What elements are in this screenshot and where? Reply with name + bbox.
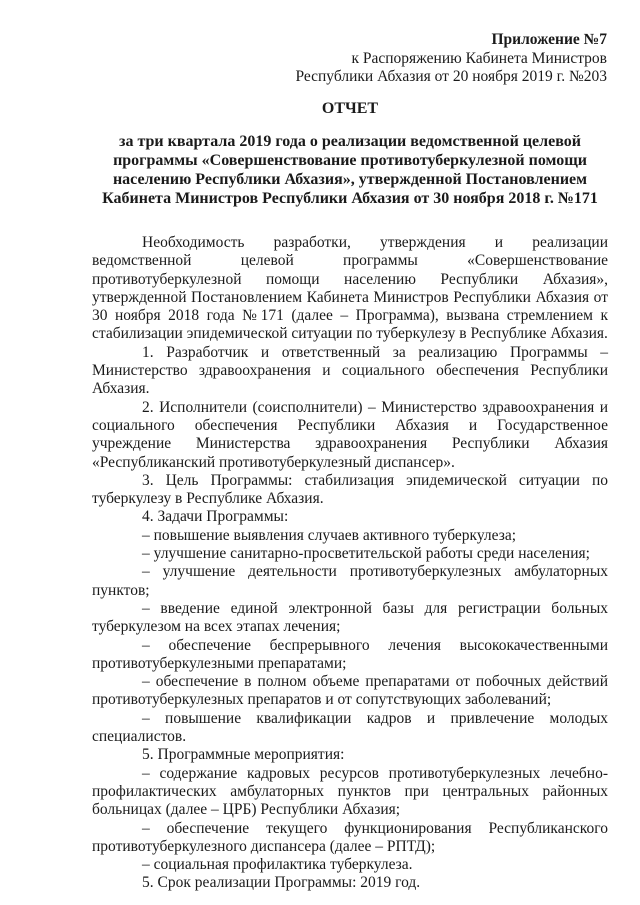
list-item: – повышение выявления случаев активного туберкулеза; [142, 526, 517, 544]
list-item: – улучшение санитарно-просветительской работы среди населения; [142, 545, 590, 563]
document-title [92, 99, 608, 208]
title-subtitle: за три квартала 2019 года о реализации ведомственной целевой программы «Совершенствование противотуберкулезной помощи населению Республики Абхазия», утвержденной Постановлением Кабинета Министров Республики Абхазия от 30 ноября 2018 г. №171 [102, 133, 598, 207]
appendix-number: Приложение №7 [491, 31, 607, 48]
list-item: – обеспечение в полном объеме препаратами от побочных действий противотуберкулезных препаратов и от сопутствующих заболеваний; [92, 673, 608, 709]
list-item: – содержание кадровых ресурсов противотуберкулезных лечебно-профилактических амбулаторных пунктов при центральных районных больницах (далее – ЦРБ) Республики Абхазия; [92, 764, 608, 819]
list-item: – улучшение деятельности противотуберкулезных амбулаторных пунктов; [92, 563, 608, 599]
document-body [92, 234, 608, 893]
paragraph: 1. Разработчик и ответственный за реализацию Программы – Министерство здравоохранения и социального обеспечения Республики Абхазия. [92, 343, 608, 398]
title-heading: ОТЧЕТ [321, 100, 379, 117]
document-header [295, 31, 607, 87]
list-item: – социальная профилактика туберкулеза. [142, 856, 413, 874]
paragraph: 4. Задачи Программы: [142, 508, 289, 526]
list-item: – повышение квалификации кадров и привлечение молодых специалистов. [92, 709, 608, 746]
paragraph: 3. Цель Программы: стабилизация эпидемической ситуации по туберкулезу в Республике Абхазия. [92, 471, 608, 508]
paragraph: 5. Программные мероприятия: [142, 746, 345, 764]
paragraph: 5. Срок реализации Программы: 2019 год. [142, 874, 421, 892]
header-line: к Распоряжению Кабинета Министров [351, 49, 607, 67]
paragraph: 2. Исполнители (соисполнители) – Министерство здравоохранения и социального обеспечения Республики Абхазия и Государственное учреждение Министерства здравоохранения Республики Абхазия «Республиканский противотуберкулезный диспансер». [92, 398, 608, 471]
paragraph: Необходимость разработки, утверждения и реализации ведомственной целевой программы «Совершенствование противотуберкулезной помощи населению Республики Абхазия», утвержденной Постановлением Кабинета Министров Республики Абхазия от 30 ноября 2018 года №171 (далее – Программа), вызвана стремлением к стабилизации эпидемической ситуации по туберкулезу в Республике Абхазия. [92, 234, 608, 343]
header-line: Республики Абхазия от 20 ноября 2019 г. №203 [295, 68, 607, 85]
list-item: – введение единой электронной базы для регистрации больных туберкулезом на всех этапах лечения; [92, 599, 608, 636]
list-item: – обеспечение беспрерывного лечения высококачественными противотуберкулезными препаратами; [92, 636, 608, 672]
list-item: – обеспечение текущего функционирования Республиканского противотуберкулезного диспансера (далее – РПТД); [92, 819, 608, 855]
